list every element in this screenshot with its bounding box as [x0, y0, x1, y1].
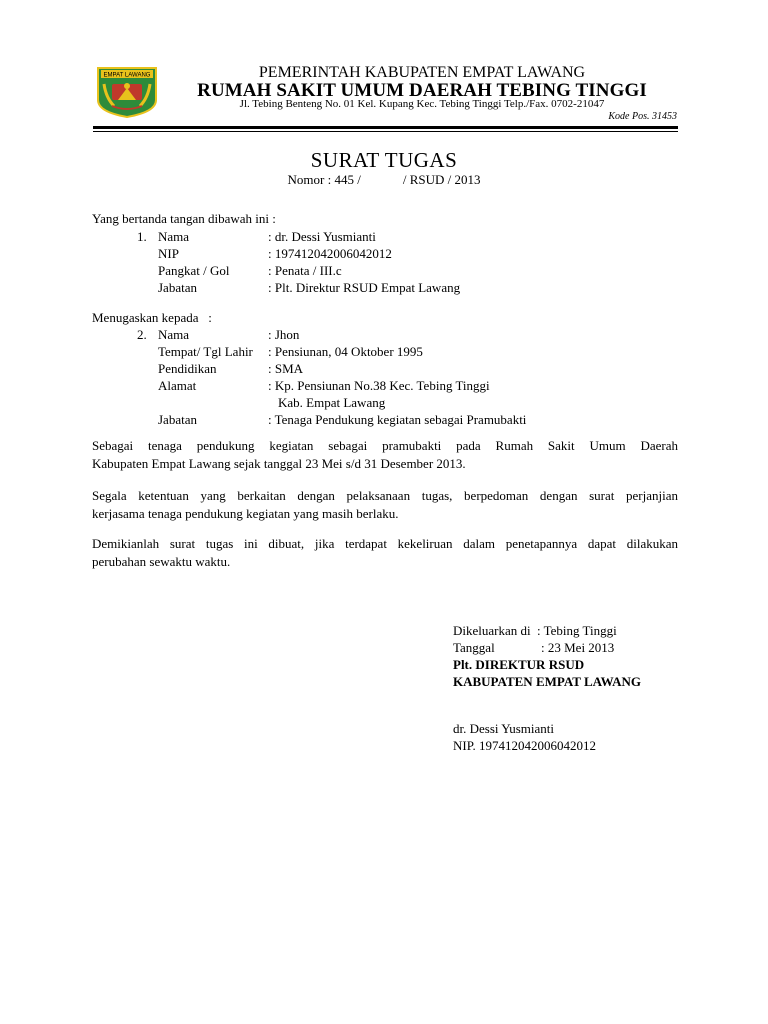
assignee-address-label: Alamat [158, 378, 197, 393]
paragraph-line: Segala ketentuan yang berkaitan dengan pelaksanaan tugas, berpedoman dengan surat perjanjian [92, 488, 678, 503]
issued-place-value: : Tebing Tinggi [537, 623, 617, 638]
signer-name-value: : dr. Dessi Yusmianti [268, 229, 376, 244]
assignee-name-label: Nama [158, 327, 190, 342]
paragraph-line: kerjasama tenaga pendukung kegiatan yang masih berlaku. [92, 506, 399, 521]
signatory-position-line1: Plt. DIREKTUR RSUD [453, 657, 585, 672]
assignee-position-value: : Tenaga Pendukung kegiatan sebagai Pramubakti [268, 412, 527, 427]
regency-logo [96, 66, 158, 118]
signer-name-label: Nama [158, 229, 190, 244]
letterhead-divider-thin [93, 131, 678, 132]
hospital-address: Jl. Tebing Benteng No. 01 Kel. Kupang Kec. Tebing Tinggi Telp./Fax. 0702-21047 [239, 98, 605, 110]
paragraph-line: Demikianlah surat tugas ini dibuat, jika terdapat kekeliruan dalam penetapannya dapat dilakukan [92, 536, 678, 551]
assign-intro: Menugaskan kepada : [92, 310, 212, 325]
assignee-birth-label: Tempat/ Tgl Lahir [158, 344, 253, 359]
signer-rank-label: Pangkat / Gol [158, 263, 230, 278]
signer-nip-value: : 197412042006042012 [268, 246, 392, 261]
body-paragraph-provisions [92, 487, 678, 523]
hospital-name: RUMAH SAKIT UMUM DAERAH TEBING TINGGI [197, 80, 647, 101]
signer-nip-label: NIP [158, 246, 179, 261]
signer-intro: Yang bertanda tangan dibawah ini : [92, 211, 276, 226]
issued-date-label: Tanggal [453, 640, 495, 655]
body-paragraph-assignment [92, 437, 678, 473]
signer-index: 1. [137, 229, 147, 244]
assignee-address-value: : Kp. Pensiunan No.38 Kec. Tebing Tinggi [268, 378, 490, 393]
assignee-education-value: : SMA [268, 361, 304, 376]
body-paragraph-closing [92, 535, 678, 571]
letter-number-prefix: Nomor : 445 / [287, 172, 361, 187]
issued-date-value: : 23 Mei 2013 [541, 640, 615, 655]
assignee-education-label: Pendidikan [158, 361, 217, 376]
signer-position-label: Jabatan [158, 280, 197, 295]
assignee-address-line2: Kab. Empat Lawang [278, 395, 386, 410]
signer-position-value: : Plt. Direktur RSUD Empat Lawang [268, 280, 461, 295]
letter-title: SURAT TUGAS [310, 148, 458, 172]
assignee-name-value: : Jhon [268, 327, 300, 342]
paragraph-line: Kabupaten Empat Lawang sejak tanggal 23 Mei s/d 31 Desember 2013. [92, 456, 466, 471]
paragraph-line: Sebagai tenaga pendukung kegiatan sebagai pramubakti pada Rumah Sakit Umum Daerah [92, 438, 678, 453]
signatory-name: dr. Dessi Yusmianti [453, 721, 554, 736]
government-name: PEMERINTAH KABUPATEN EMPAT LAWANG [258, 64, 586, 81]
logo-text: EMPAT LAWANG [103, 72, 151, 79]
paragraph-line: perubahan sewaktu waktu. [92, 554, 231, 569]
assignee-birth-value: : Pensiunan, 04 Oktober 1995 [268, 344, 423, 359]
signatory-nip: NIP. 197412042006042012 [453, 738, 597, 753]
letter-number-suffix: / RSUD / 2013 [402, 172, 481, 187]
letter-number [0, 172, 768, 188]
assignee-index: 2. [137, 327, 147, 342]
postal-code: Kode Pos. 31453 [608, 111, 677, 122]
signer-rank-value: : Penata / III.c [268, 263, 342, 278]
issued-place-label: Dikeluarkan di [453, 623, 531, 638]
signatory-position-line2: KABUPATEN EMPAT LAWANG [453, 674, 642, 689]
letterhead-divider-thick [93, 126, 678, 129]
assignee-position-label: Jabatan [158, 412, 197, 427]
